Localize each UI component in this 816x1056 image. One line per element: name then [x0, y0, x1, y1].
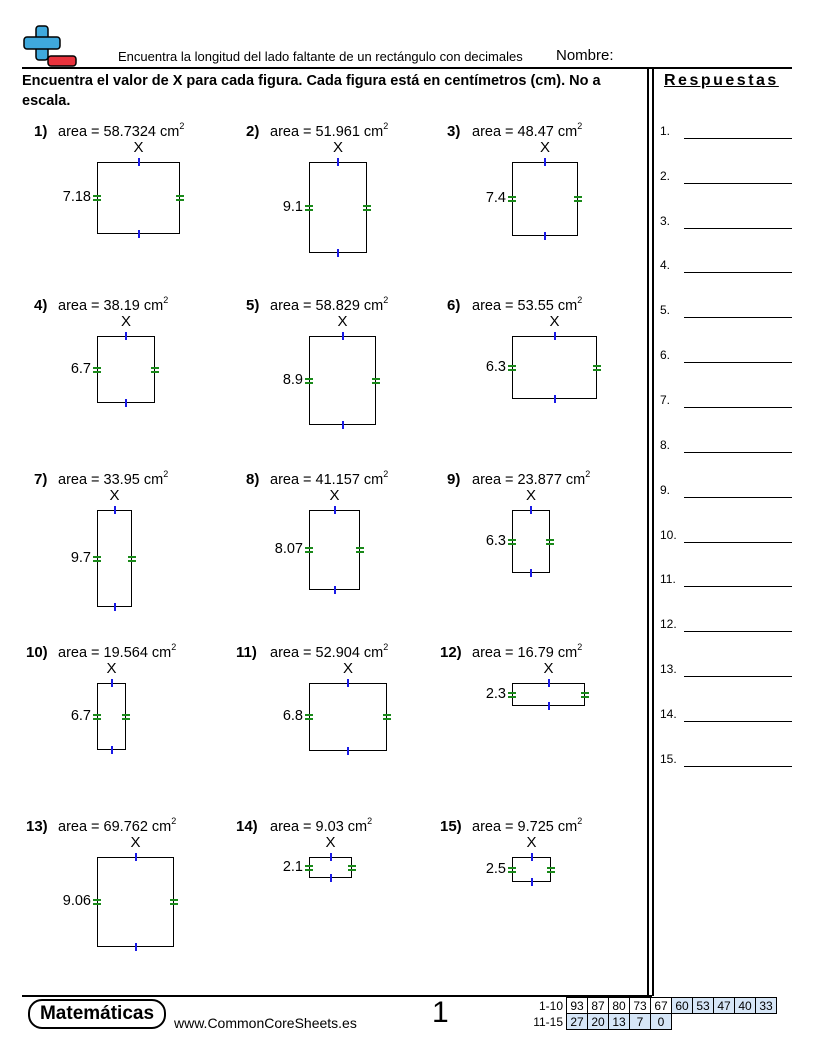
left-tick-mark	[508, 365, 516, 371]
area-text: area = 19.564 cm	[58, 645, 172, 661]
rectangle-figure	[512, 510, 550, 573]
right-tick-mark	[170, 899, 178, 905]
score-key-cell: 20	[588, 1014, 609, 1030]
answer-number: 11.	[660, 572, 676, 586]
problem-number: 9)	[447, 471, 461, 488]
answer-row	[660, 617, 792, 635]
answer-row	[660, 393, 792, 411]
answer-number: 15.	[660, 752, 677, 766]
top-tick-mark	[330, 853, 332, 861]
area-text: area = 38.19 cm	[58, 298, 164, 314]
rectangle-figure	[97, 162, 180, 234]
area-text: area = 16.79 cm	[472, 645, 578, 661]
area-exponent: 2	[383, 121, 389, 131]
rectangle-figure	[309, 162, 367, 253]
top-tick-mark	[554, 332, 556, 340]
left-tick-mark	[305, 547, 313, 553]
area-exponent: 2	[383, 295, 389, 305]
top-tick-mark	[337, 158, 339, 166]
score-key-cell: 33	[756, 998, 777, 1014]
answer-row	[660, 169, 792, 187]
answers-heading: Respuestas	[664, 72, 779, 89]
known-side-label: 8.07	[274, 541, 303, 557]
area-text: area = 53.55 cm	[472, 298, 578, 314]
answer-number: 3.	[660, 214, 671, 228]
answer-number: 7.	[660, 393, 671, 407]
answer-row	[660, 707, 792, 725]
area-label	[472, 642, 583, 661]
answer-blank[interactable]	[684, 452, 792, 453]
top-tick-mark	[111, 679, 113, 687]
right-tick-mark	[546, 539, 554, 545]
answer-column-divider-inner	[652, 67, 654, 996]
area-exponent: 2	[577, 816, 583, 826]
known-side-label: 2.5	[485, 860, 506, 877]
page-number: 1	[432, 996, 449, 1029]
area-text: area = 9.725 cm	[472, 819, 578, 835]
answer-blank[interactable]	[684, 362, 792, 363]
top-tick-mark	[135, 853, 137, 861]
right-tick-mark	[593, 365, 601, 371]
left-tick-mark	[508, 867, 516, 873]
score-key-cell: 87	[588, 998, 609, 1014]
area-exponent: 2	[577, 642, 583, 652]
answer-number: 4.	[660, 258, 671, 272]
problem-number: 13)	[26, 818, 48, 835]
answer-row	[660, 214, 792, 232]
answer-blank[interactable]	[684, 407, 792, 408]
area-label	[472, 469, 591, 488]
known-side-label: 9.1	[282, 198, 303, 215]
left-tick-mark	[93, 714, 101, 720]
left-tick-mark	[93, 195, 101, 201]
known-side-label: 7.4	[485, 190, 506, 206]
score-key-cell: 7	[630, 1014, 651, 1030]
answer-number: 2.	[660, 169, 671, 183]
top-tick-mark	[347, 679, 349, 687]
unknown-side-label: X	[333, 139, 344, 156]
score-key-cell: 13	[609, 1014, 630, 1030]
problem-number: 8)	[246, 471, 260, 488]
right-tick-mark	[348, 865, 356, 871]
known-side-label: 7.18	[62, 189, 91, 205]
score-key-cell: 67	[651, 998, 672, 1014]
score-key-cell: 60	[672, 998, 693, 1014]
area-text: area = 41.157 cm	[270, 472, 384, 488]
answer-row	[660, 483, 792, 501]
problem-number: 3)	[447, 123, 461, 140]
bottom-tick-mark	[347, 747, 349, 755]
known-side-label: 9.06	[62, 893, 91, 909]
score-key-table	[532, 997, 777, 1030]
area-exponent: 2	[163, 295, 169, 305]
answer-row	[660, 752, 792, 770]
rectangle-figure	[97, 510, 132, 607]
problem-number: 10)	[26, 644, 48, 661]
answer-number: 9.	[660, 483, 671, 497]
bottom-tick-mark	[111, 746, 113, 754]
known-side-label: 8.9	[282, 371, 303, 388]
area-exponent: 2	[383, 469, 389, 479]
known-side-label: 2.3	[485, 685, 506, 702]
score-key-label: 1-10	[538, 998, 563, 1013]
area-text: area = 51.961 cm	[270, 124, 384, 140]
area-exponent: 2	[171, 642, 177, 652]
answer-number: 13.	[660, 662, 677, 676]
answer-blank[interactable]	[684, 766, 792, 767]
unknown-side-label: X	[543, 660, 554, 677]
known-side-label: 6.7	[70, 707, 91, 724]
area-label	[270, 295, 389, 314]
unknown-side-label: X	[133, 139, 144, 156]
right-tick-mark	[547, 867, 555, 873]
problem-number: 4)	[34, 297, 48, 314]
answer-number: 8.	[660, 438, 671, 452]
bottom-tick-mark	[125, 399, 127, 407]
answer-blank[interactable]	[684, 228, 792, 229]
bottom-tick-mark	[135, 943, 137, 951]
left-tick-mark	[93, 556, 101, 562]
answer-blank[interactable]	[684, 721, 792, 722]
unknown-side-label: X	[540, 139, 551, 156]
unknown-side-label: X	[343, 660, 354, 677]
problem-number: 1)	[34, 123, 48, 140]
answer-row	[660, 438, 792, 456]
score-key-cell: 0	[651, 1014, 672, 1030]
top-tick-mark	[544, 158, 546, 166]
answer-row	[660, 258, 792, 276]
known-side-label: 6.7	[70, 360, 91, 377]
bottom-tick-mark	[138, 230, 140, 238]
area-exponent: 2	[163, 469, 169, 479]
answer-number: 5.	[660, 303, 671, 317]
area-exponent: 2	[367, 816, 373, 826]
answer-row	[660, 348, 792, 366]
score-key-row	[532, 1014, 777, 1030]
unknown-side-label: X	[130, 834, 141, 851]
area-exponent: 2	[577, 121, 583, 131]
answer-blank[interactable]	[684, 183, 792, 184]
plus-minus-logo-icon	[22, 24, 80, 68]
unknown-side-label: X	[325, 834, 336, 851]
score-key-cell: 73	[630, 998, 651, 1014]
area-exponent: 2	[179, 121, 185, 131]
area-label	[58, 295, 169, 314]
rectangle-figure	[512, 336, 597, 399]
known-side-label: 6.3	[485, 358, 506, 375]
right-tick-mark	[372, 378, 380, 384]
unknown-side-label: X	[549, 313, 560, 330]
answer-number: 6.	[660, 348, 671, 362]
answer-row	[660, 528, 792, 546]
score-key-cell: 93	[567, 998, 588, 1014]
answer-number: 10.	[660, 528, 677, 542]
problem-number: 12)	[440, 644, 462, 661]
top-tick-mark	[548, 679, 550, 687]
area-text: area = 48.47 cm	[472, 124, 578, 140]
right-tick-mark	[128, 556, 136, 562]
problem-number: 15)	[440, 818, 462, 835]
area-text: area = 52.904 cm	[270, 645, 384, 661]
answer-row	[660, 124, 792, 142]
answer-number: 1.	[660, 124, 671, 138]
right-tick-mark	[151, 367, 159, 373]
area-label	[270, 642, 389, 661]
name-label: Nombre:	[556, 47, 614, 64]
worksheet-title: Encuentra la longitud del lado faltante de un rectángulo con decimales	[118, 49, 523, 64]
problem-number: 6)	[447, 297, 461, 314]
left-tick-mark	[305, 865, 313, 871]
website-link[interactable]: www.CommonCoreSheets.es	[174, 1015, 357, 1031]
score-key-cell: 80	[609, 998, 630, 1014]
area-text: area = 33.95 cm	[58, 472, 164, 488]
top-tick-mark	[531, 853, 533, 861]
left-tick-mark	[93, 899, 101, 905]
area-label	[58, 121, 185, 140]
unknown-side-label: X	[337, 313, 348, 330]
top-tick-mark	[530, 506, 532, 514]
bottom-tick-mark	[554, 395, 556, 403]
answer-number: 14.	[660, 707, 677, 721]
area-label	[58, 642, 177, 661]
score-key-cell: 53	[693, 998, 714, 1014]
right-tick-mark	[356, 547, 364, 553]
brand-badge: Matemáticas	[28, 999, 166, 1029]
answer-blank[interactable]	[684, 497, 792, 498]
area-label	[270, 816, 373, 835]
area-label	[472, 121, 583, 140]
problem-number: 14)	[236, 818, 258, 835]
problem-number: 2)	[246, 123, 260, 140]
area-text: area = 58.829 cm	[270, 298, 384, 314]
area-text: area = 23.877 cm	[472, 472, 586, 488]
unknown-side-label: X	[121, 313, 132, 330]
rectangle-figure	[97, 857, 174, 947]
bottom-tick-mark	[337, 249, 339, 257]
bottom-tick-mark	[530, 569, 532, 577]
area-text: area = 58.7324 cm	[58, 124, 180, 140]
area-label	[58, 816, 177, 835]
top-tick-mark	[334, 506, 336, 514]
rectangle-figure	[309, 683, 387, 751]
right-tick-mark	[574, 196, 582, 202]
area-label	[472, 295, 583, 314]
rectangle-figure	[309, 336, 376, 425]
unknown-side-label: X	[109, 487, 120, 504]
instructions: Encuentra el valor de X para cada figura. Cada figura está en centímetros (cm). No a escala.	[22, 73, 601, 109]
unknown-side-label: X	[106, 660, 117, 677]
left-tick-mark	[305, 714, 313, 720]
left-tick-mark	[508, 692, 516, 698]
answer-column-divider	[647, 67, 649, 996]
answer-blank[interactable]	[684, 138, 792, 139]
bottom-tick-mark	[330, 874, 332, 882]
answer-blank[interactable]	[684, 272, 792, 273]
right-tick-mark	[363, 205, 371, 211]
known-side-label: 6.3	[485, 532, 506, 549]
score-key-cell: 27	[567, 1014, 588, 1030]
top-tick-mark	[114, 506, 116, 514]
known-side-label: 2.1	[282, 858, 303, 875]
area-exponent: 2	[585, 469, 591, 479]
answer-blank[interactable]	[684, 676, 792, 677]
area-exponent: 2	[383, 642, 389, 652]
score-key-cell: 40	[735, 998, 756, 1014]
bottom-tick-mark	[548, 702, 550, 710]
top-tick-mark	[125, 332, 127, 340]
left-tick-mark	[508, 196, 516, 202]
bottom-tick-mark	[114, 603, 116, 611]
bottom-tick-mark	[342, 421, 344, 429]
right-tick-mark	[383, 714, 391, 720]
score-key-cell: 47	[714, 998, 735, 1014]
header-divider	[22, 67, 792, 69]
unknown-side-label: X	[526, 834, 537, 851]
right-tick-mark	[122, 714, 130, 720]
problem-number: 7)	[34, 471, 48, 488]
rectangle-figure	[97, 336, 155, 403]
answer-blank[interactable]	[684, 586, 792, 587]
answer-row	[660, 572, 792, 590]
bottom-tick-mark	[544, 232, 546, 240]
problem-number: 5)	[246, 297, 260, 314]
answer-row	[660, 662, 792, 680]
score-key-label: 11-15	[533, 1014, 563, 1029]
area-label	[472, 816, 583, 835]
right-tick-mark	[176, 195, 184, 201]
left-tick-mark	[508, 539, 516, 545]
answer-row	[660, 303, 792, 321]
answer-number: 12.	[660, 617, 677, 631]
answer-blank[interactable]	[684, 317, 792, 318]
left-tick-mark	[93, 367, 101, 373]
area-label	[58, 469, 169, 488]
rectangle-figure	[512, 162, 578, 236]
score-key-row	[532, 998, 777, 1014]
left-tick-mark	[305, 205, 313, 211]
unknown-side-label: X	[526, 487, 537, 504]
rectangle-figure	[309, 510, 360, 590]
area-label	[270, 469, 389, 488]
area-exponent: 2	[577, 295, 583, 305]
bottom-tick-mark	[334, 586, 336, 594]
area-label	[270, 121, 389, 140]
area-exponent: 2	[171, 816, 177, 826]
area-text: area = 69.762 cm	[58, 819, 172, 835]
left-tick-mark	[305, 378, 313, 384]
right-tick-mark	[581, 692, 589, 698]
answer-blank[interactable]	[684, 631, 792, 632]
answer-blank[interactable]	[684, 542, 792, 543]
known-side-label: 6.8	[282, 708, 303, 724]
top-tick-mark	[138, 158, 140, 166]
bottom-tick-mark	[531, 878, 533, 886]
known-side-label: 9.7	[70, 549, 91, 566]
area-text: area = 9.03 cm	[270, 819, 368, 835]
top-tick-mark	[342, 332, 344, 340]
unknown-side-label: X	[329, 487, 340, 504]
problem-number: 11)	[236, 644, 257, 661]
